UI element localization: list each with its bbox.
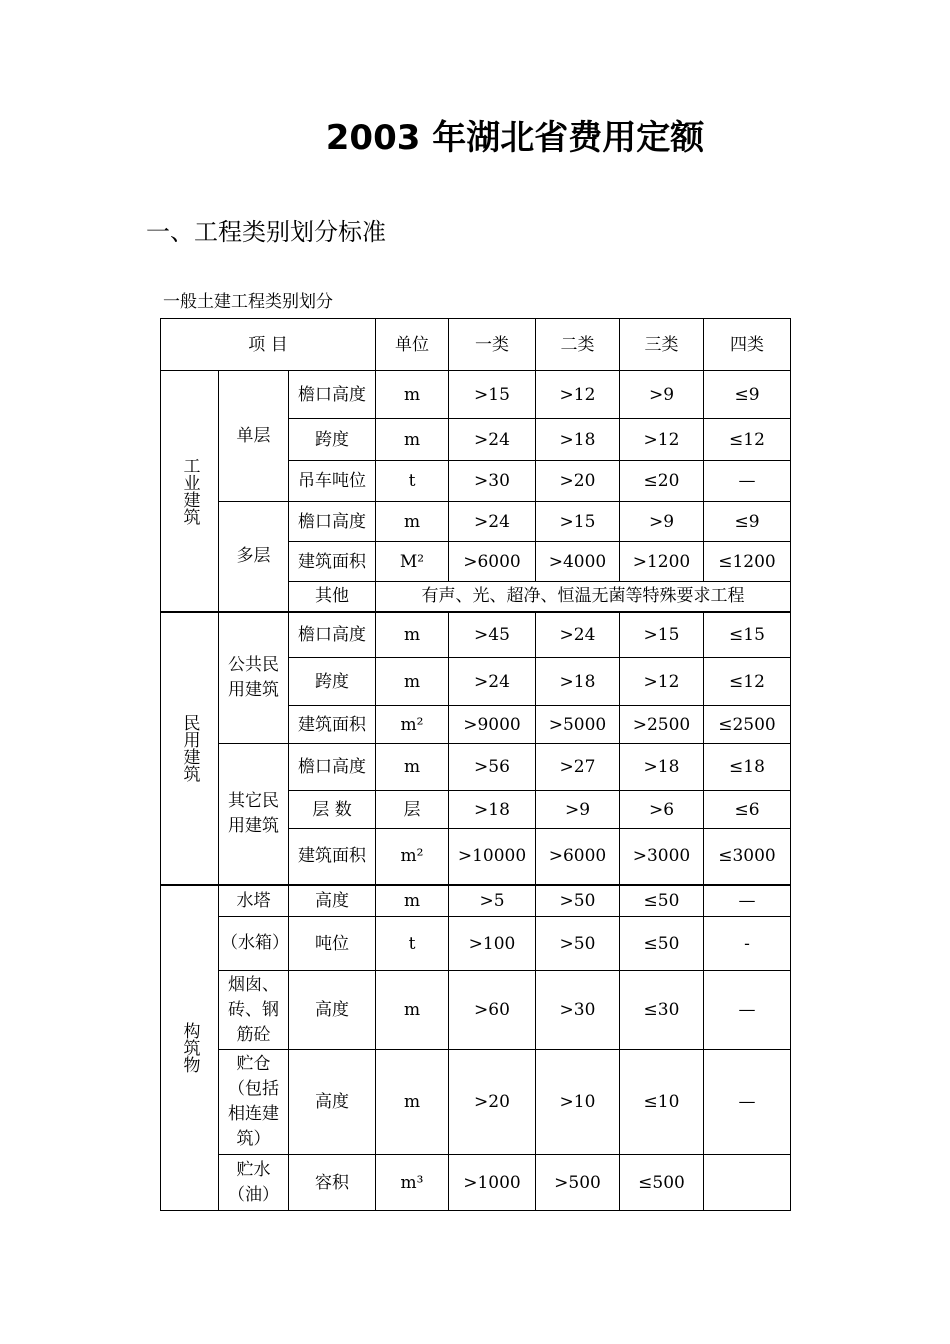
- header-class-4: 四类: [704, 319, 791, 371]
- header-class-3: 三类: [620, 319, 704, 371]
- row-class-1: >9000: [449, 706, 536, 744]
- row-class-1: >20: [449, 1050, 536, 1155]
- row-class-2: >50: [536, 917, 620, 971]
- row-class-2: >9: [536, 791, 620, 829]
- row-item: 吊车吨位: [289, 461, 376, 502]
- row-item: 跨度: [289, 419, 376, 461]
- subgroup-other-civil: 其它民用建筑: [219, 744, 289, 885]
- group-industrial: 工业建筑: [161, 371, 219, 612]
- row-class-2: >500: [536, 1155, 620, 1211]
- row-item: 高度: [289, 885, 376, 917]
- row-class-1: >5: [449, 885, 536, 917]
- subgroup-multi: 多层: [219, 502, 289, 612]
- row-class-1: >15: [449, 371, 536, 419]
- row-class-3: >9: [620, 502, 704, 542]
- table-row: [161, 371, 791, 419]
- row-item: 吨位: [289, 917, 376, 971]
- table-row: [161, 1050, 791, 1155]
- table-row: [161, 917, 791, 971]
- row-class-4: ≤2500: [704, 706, 791, 744]
- row-class-4: -: [704, 917, 791, 971]
- row-item: 檐口高度: [289, 612, 376, 658]
- row-class-1: >30: [449, 461, 536, 502]
- row-item: 檐口高度: [289, 371, 376, 419]
- row-class-1: >10000: [449, 829, 536, 885]
- row-class-4: ≤3000: [704, 829, 791, 885]
- row-unit: M²: [376, 542, 449, 582]
- row-class-2: >15: [536, 502, 620, 542]
- row-item: 跨度: [289, 658, 376, 706]
- row-unit: m: [376, 502, 449, 542]
- row-unit: t: [376, 917, 449, 971]
- row-class-4: ≤9: [704, 371, 791, 419]
- row-unit: m: [376, 658, 449, 706]
- header-unit: 单位: [376, 319, 449, 371]
- row-unit: 层: [376, 791, 449, 829]
- document-title: 2003 年湖北省费用定额: [325, 118, 705, 158]
- row-class-1: >24: [449, 502, 536, 542]
- subgroup-silo: 贮仓（包括相连建筑）: [219, 1050, 289, 1155]
- row-item: 建筑面积: [289, 542, 376, 582]
- row-class-1: >24: [449, 419, 536, 461]
- row-class-3: >1200: [620, 542, 704, 582]
- row-class-3: >6: [620, 791, 704, 829]
- header-class-1: 一类: [449, 319, 536, 371]
- row-unit: m³: [376, 1155, 449, 1211]
- subgroup-single: 单层: [219, 371, 289, 502]
- row-class-1: >100: [449, 917, 536, 971]
- table-row: [161, 502, 791, 542]
- row-class-4: ≤18: [704, 744, 791, 791]
- table-row: [161, 1155, 791, 1211]
- row-unit: t: [376, 461, 449, 502]
- row-item: 檐口高度: [289, 744, 376, 791]
- row-class-1: >24: [449, 658, 536, 706]
- row-class-4: —: [704, 1050, 791, 1155]
- row-unit: m²: [376, 706, 449, 744]
- section-heading: 一、工程类别划分标准: [146, 218, 386, 246]
- row-class-4: ≤12: [704, 419, 791, 461]
- row-class-4: ≤1200: [704, 542, 791, 582]
- row-class-2: >18: [536, 419, 620, 461]
- classification-table: [160, 318, 791, 1211]
- row-class-2: >27: [536, 744, 620, 791]
- row-class-3: ≤500: [620, 1155, 704, 1211]
- row-class-3: ≤50: [620, 885, 704, 917]
- row-class-2: >5000: [536, 706, 620, 744]
- header-item: 项 目: [161, 319, 376, 371]
- row-class-2: >50: [536, 885, 620, 917]
- row-special-requirements: 有声、光、超净、恒温无菌等特殊要求工程: [376, 582, 791, 612]
- table-row: [161, 744, 791, 791]
- row-class-4: —: [704, 971, 791, 1050]
- row-class-2: >24: [536, 612, 620, 658]
- group-structure: 构筑物: [161, 885, 219, 1211]
- row-class-1: >60: [449, 971, 536, 1050]
- row-class-2: >18: [536, 658, 620, 706]
- row-class-2: >6000: [536, 829, 620, 885]
- row-unit: m: [376, 1050, 449, 1155]
- row-class-1: >56: [449, 744, 536, 791]
- row-class-2: >10: [536, 1050, 620, 1155]
- row-class-4: [704, 1155, 791, 1211]
- row-class-4: ≤15: [704, 612, 791, 658]
- row-unit: m: [376, 371, 449, 419]
- row-item: 高度: [289, 1050, 376, 1155]
- row-item: 高度: [289, 971, 376, 1050]
- row-class-1: >18: [449, 791, 536, 829]
- row-item: 容积: [289, 1155, 376, 1211]
- row-class-4: ≤12: [704, 658, 791, 706]
- row-class-3: ≤20: [620, 461, 704, 502]
- row-class-3: >9: [620, 371, 704, 419]
- row-class-3: >15: [620, 612, 704, 658]
- row-unit: m: [376, 419, 449, 461]
- header-class-2: 二类: [536, 319, 620, 371]
- table-row: [161, 612, 791, 658]
- row-class-3: ≤30: [620, 971, 704, 1050]
- group-civil: 民用建筑: [161, 612, 219, 885]
- row-class-4: ≤6: [704, 791, 791, 829]
- row-unit: m: [376, 744, 449, 791]
- subgroup-water-oil-storage: 贮水（油）: [219, 1155, 289, 1211]
- row-class-4: —: [704, 461, 791, 502]
- table-row: [161, 885, 791, 917]
- row-unit: m²: [376, 829, 449, 885]
- row-class-3: >2500: [620, 706, 704, 744]
- row-class-3: >18: [620, 744, 704, 791]
- row-class-3: >3000: [620, 829, 704, 885]
- row-item: 建筑面积: [289, 829, 376, 885]
- row-class-1: >45: [449, 612, 536, 658]
- row-class-2: >4000: [536, 542, 620, 582]
- row-item: 建筑面积: [289, 706, 376, 744]
- row-class-4: —: [704, 885, 791, 917]
- table-header-row: [161, 319, 791, 371]
- row-class-1: >6000: [449, 542, 536, 582]
- row-class-2: >20: [536, 461, 620, 502]
- table-caption: 一般土建工程类别划分: [163, 292, 333, 312]
- row-item: 檐口高度: [289, 502, 376, 542]
- row-class-3: >12: [620, 419, 704, 461]
- subgroup-chimney: 烟囱、砖、钢筋砼: [219, 971, 289, 1050]
- row-class-4: ≤9: [704, 502, 791, 542]
- row-class-3: ≤10: [620, 1050, 704, 1155]
- row-class-3: ≤50: [620, 917, 704, 971]
- row-unit: m: [376, 971, 449, 1050]
- row-class-3: >12: [620, 658, 704, 706]
- subgroup-water-tank: （水箱）: [219, 917, 289, 971]
- table-row: [161, 971, 791, 1050]
- row-unit: m: [376, 612, 449, 658]
- row-class-1: >1000: [449, 1155, 536, 1211]
- subgroup-water-tower: 水塔: [219, 885, 289, 917]
- subgroup-public: 公共民用建筑: [219, 612, 289, 744]
- row-item: 层 数: [289, 791, 376, 829]
- row-class-2: >30: [536, 971, 620, 1050]
- row-class-2: >12: [536, 371, 620, 419]
- row-item: 其他: [289, 582, 376, 612]
- row-unit: m: [376, 885, 449, 917]
